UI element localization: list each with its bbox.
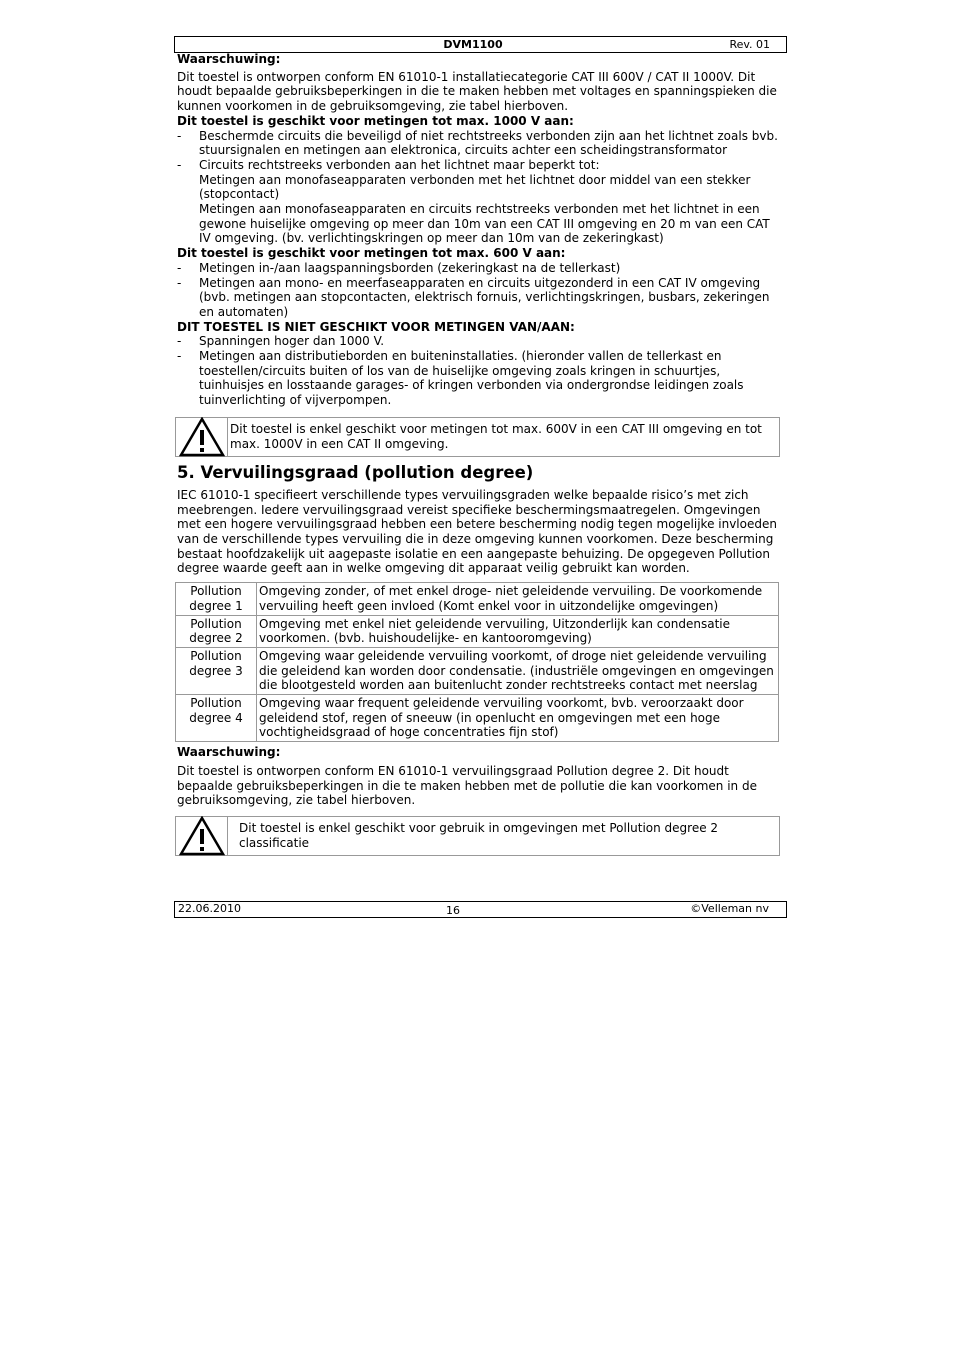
footer-date: 22.06.2010	[178, 902, 241, 915]
list-item: - Circuits rechtstreeks verbonden aan het lichtnet maar beperkt tot: Metingen aan monofaseapparaten verbonden met het lichtnet door middel van een stekker (stopcontact) Metingen aan monofaseapparaten en circuits rechtstreeks verbonden met het lichtnet in een gewone huiselijke omgeving op meer dan 10m van een CAT III omgeving en 20 m van een CAT IV omgeving. (bv. verlichtingskringen op meer dan 10m van de zekeringkast)	[177, 158, 781, 246]
warning-box-pollution	[175, 816, 780, 856]
warning-box-cat	[175, 417, 780, 457]
list-item: - Metingen aan distributieborden en buiteninstallaties. (hieronder vallen de tellerkast en toestellen/circuits buiten of los van de huiselijke omgeving zoals kringen in schuurtjes, tuinhuisjes en losstaande garages- of kringen verbonden via ondergrondse leidingen zoals tuinverlichting of vijverpompen.	[177, 349, 781, 408]
table-cell-description: Omgeving met enkel niet geleidende vervuiling, Uitzonderlijk kan condensatie voorkomen. (bvb. huishoudelijke- en kantooromgeving)	[257, 615, 779, 647]
list-item: - Beschermde circuits die beveiligd of niet rechtstreeks verbonden zijn aan het lichtnet zoals bvb. stuursignalen en metingen aan elektronica, circuits achter een scheidingstransformator	[177, 129, 781, 158]
table-cell-description: Omgeving waar geleidende vervuiling voorkomt, of droge niet geleidende vervuiling die geleidend kan worden door condensatie. (industriële omgevingen en omgevingen die blootgesteld worden aan buitenlucht zonder rechtstreeks contact met neerslag	[257, 647, 779, 694]
subheading-1000v: Dit toestel is geschikt voor metingen tot max. 1000 V aan:	[177, 113, 574, 128]
list-1000v	[177, 129, 781, 247]
table-row	[176, 583, 779, 615]
warning-heading: Waarschuwing:	[177, 745, 281, 760]
warning-box-text: Dit toestel is enkel geschikt voor metingen tot max. 600V in een CAT III omgeving en tot max. 1000V in een CAT II omgeving.	[230, 421, 762, 451]
warning-triangle-icon	[176, 418, 228, 456]
section-intro: IEC 61010-1 specifieert verschillende types vervuilingsgraden welke bepaalde risico’s met zich meebrengen. Iedere vervuilingsgraad vereist specifieke beschermingsmaatregelen. Omgevingen met een hogere vervuilingsgraad hebben een betere bescherming nodig tegen mogelijke invloeden van de verschillende types vervuiling die in deze omgeving kunnen voorkomen. Deze bescherming bestaat hoofdzakelijk uit aagepaste isolatie en een aangepaste behuizing. De opgegeven Pollution degree waarde geeft aan in welke omgeving dit apparaat veilig gebruikt kan worden.	[177, 487, 777, 576]
table-row	[176, 695, 779, 742]
table-cell-label: Pollution degree 4	[176, 695, 257, 742]
warning-paragraph: Dit toestel is ontworpen conform EN 61010-1 vervuilingsgraad Pollution degree 2. Dit houdt bepaalde gebruiksbeperkingen in die te maken hebben met de pollutie die kan voorkomen in de gebruiksomgeving, zie tabel hierboven.	[177, 763, 757, 808]
pollution-degree-table	[175, 582, 779, 742]
page-content	[177, 52, 781, 856]
list-item: - Spanningen hoger dan 1000 V.	[177, 334, 781, 349]
warning-paragraph: Dit toestel is ontworpen conform EN 61010-1 installatiecategorie CAT III 600V / CAT II 1000V. Dit houdt bepaalde gebruiksbeperkingen in die te maken hebben met voltages en spanningspieken die kunnen voorkomen in de gebruiksomgeving, zie tabel hierboven.	[177, 69, 777, 114]
table-cell-description: Omgeving waar frequent geleidende vervuiling voorkomt, bvb. veroorzaakt door geleidend stof, regen of sneeuw (in openlucht en omgevingen met een hoge vochtigheidsgraad of hoge concentraties fijn stof)	[257, 695, 779, 742]
warning-box-text: Dit toestel is enkel geschikt voor gebruik in omgevingen met Pollution degree 2 classificatie	[239, 820, 719, 850]
footer-copyright: ©Velleman nv	[690, 902, 769, 915]
warning-heading: Waarschuwing:	[177, 52, 281, 66]
section-title: 5. Vervuilingsgraad (pollution degree)	[177, 462, 534, 482]
table-cell-label: Pollution degree 3	[176, 647, 257, 694]
warning-triangle-icon	[176, 817, 228, 855]
list-600v	[177, 261, 781, 320]
list-item: - Metingen aan mono- en meerfaseapparaten en circuits uitgezonderd in een CAT IV omgeving (bvb. metingen aan stopcontacten, elektrisch fornuis, verlichtingskringen, busbars, zekeringen en automaten)	[177, 276, 781, 320]
page-number: 16	[446, 904, 460, 917]
subheading-not-suitable: DIT TOESTEL IS NIET GESCHIKT VOOR METINGEN VAN/AAN:	[177, 319, 575, 334]
table-cell-label: Pollution degree 1	[176, 583, 257, 615]
header-revision: Rev. 01	[729, 38, 770, 51]
header-model: DVM1100	[443, 38, 503, 51]
page-footer	[174, 901, 787, 918]
page-header	[174, 36, 787, 53]
table-cell-description: Omgeving zonder, of met enkel droge- niet geleidende vervuiling. De voorkomende vervuiling heeft geen invloed (Komt enkel voor in uitzondelijke omgevingen)	[257, 583, 779, 615]
table-row	[176, 647, 779, 694]
subheading-600v: Dit toestel is geschikt voor metingen tot max. 600 V aan:	[177, 246, 566, 261]
list-item: - Metingen in-/aan laagspanningsborden (zekeringkast na de tellerkast)	[177, 261, 781, 276]
table-row	[176, 615, 779, 647]
list-not-suitable	[177, 334, 781, 408]
table-cell-label: Pollution degree 2	[176, 615, 257, 647]
